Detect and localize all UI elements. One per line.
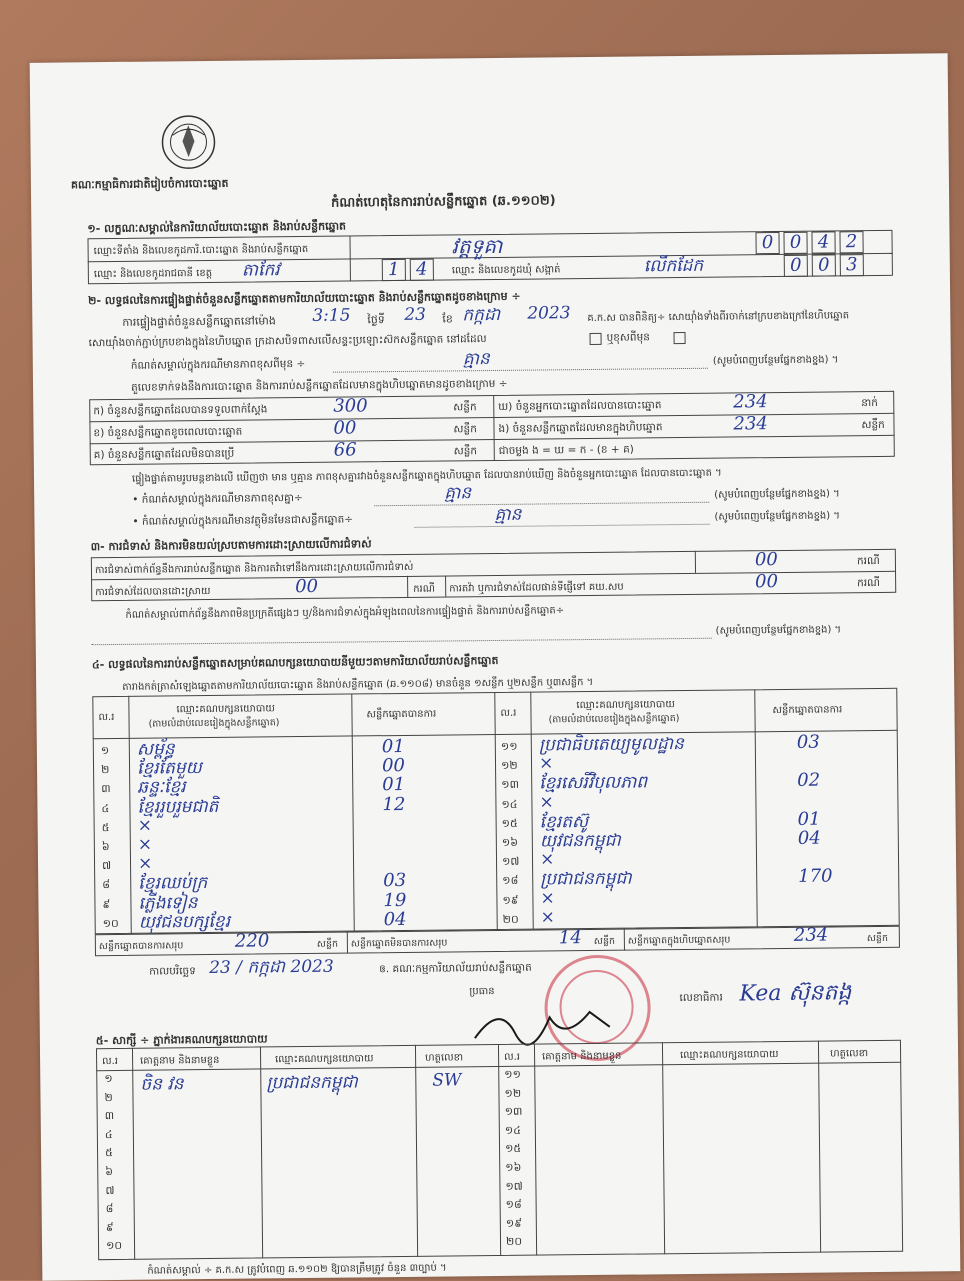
total-valid-value: 220 (234, 930, 270, 952)
section4-heading: ៤- លទ្ធផលនៃការរាប់សន្លឹកឆ្នោតសម្រាប់គណបក្សនយោបាយនីមួយៗតាមការិយាល័យរាប់សន្លឹកឆ្នោត (91, 653, 499, 672)
party-name: × (540, 907, 555, 928)
seal-text: សោយ៉ាំងចាក់ភ្ជាប់ក្របខាងក្នុងនៃហិបឆ្នោត ក្រដាសបិទពាសលើសន្ទះប្រឡោះស៊កសន្លឹកឆ្នោត នៅដដែល (88, 333, 487, 350)
day-label: ថ្ងៃទី (367, 313, 385, 327)
check-month: កក្កដា (462, 304, 501, 326)
party-name: ខ្មែរតស៊ូ (539, 811, 589, 833)
row-number: ២ (104, 1090, 113, 1104)
row-number: ១៩ (502, 893, 519, 907)
unit: ករណី (413, 583, 435, 595)
col-no: ល.រ (98, 711, 115, 724)
code-digit: 2 (839, 231, 863, 253)
sign-org: ឲ. គណៈកម្មការិយាល័យរាប់សន្លឹកឆ្នោត (379, 961, 532, 976)
unit: សន្លឹក (453, 401, 477, 414)
total-box-label: សន្លឹកឆ្នោតក្នុងហិបឆ្នោតសរុប (627, 934, 731, 947)
party-name: × (137, 815, 152, 836)
province-value: តាកែវ (241, 260, 280, 281)
commune-label: ឈ្មោះ និងលេខកូដឃុំ សង្កាត់ (451, 264, 561, 277)
total-valid-label: សន្លឹកឆ្នោតបានការសរុប (98, 940, 184, 953)
location-value: វត្តទួគា (451, 233, 503, 259)
party-name: ខ្មែរសេរីវិបុលភាព (539, 772, 648, 794)
party-name: × (540, 887, 555, 909)
col-party-sub: (តាមលំដាប់លេខរៀងក្នុងសន្លឹកឆ្នោត) (548, 713, 680, 726)
row-number: ៧ (101, 859, 112, 873)
party-votes: 04 (797, 827, 821, 849)
emblem-icon (158, 113, 219, 172)
col-no: ល.រ (500, 707, 517, 719)
party-name: × (539, 791, 554, 813)
diff-note-value: គ្មាន (462, 349, 490, 370)
date-label: កាលបរិច្ឆេទ (149, 965, 196, 978)
party-votes: 12 (382, 793, 406, 815)
voters-value: 234 (733, 391, 768, 413)
fill-note: (សូមបំពេញបន្ថែមផ្នែកខាងខ្នង) ។ (714, 488, 840, 501)
chair-signature (469, 997, 620, 1049)
col-party: ឈ្មោះគណបក្សនយោបាយ (275, 1053, 374, 1066)
party-name: × (539, 849, 555, 870)
col-no: ល.រ (102, 1055, 119, 1068)
section5-heading: ៥- សាក្សី ÷ ភ្នាក់ងារគណបក្សនយោបាយ (95, 1032, 268, 1048)
spoiled-label: ខ) ចំនួនសន្លឹកឆ្នោតខូចពេលបោះឆ្នោត (93, 425, 243, 440)
col-votes: សន្លឹកឆ្នោតបានការ (366, 708, 437, 721)
commune-code-digit: 0 (812, 254, 836, 276)
party-votes: 01 (382, 774, 406, 796)
row-number: ១៨ (505, 1197, 522, 1212)
total-invalid-label: សន្លឹកឆ្នោតមិនបានការសរុប (350, 937, 448, 950)
col-party: ឈ្មោះគណបក្សនយោបាយ (576, 699, 675, 712)
objection-value: 00 (754, 549, 778, 571)
row-number: ៥ (104, 1146, 113, 1160)
code-digit: 0 (783, 232, 807, 254)
month-label: ខែ (442, 312, 453, 326)
row-number: ១០ (105, 1239, 123, 1253)
party-name: × (137, 853, 153, 874)
row-number: ៤ (101, 801, 110, 815)
row-number: ១២ (500, 758, 518, 773)
total-invalid-value: 14 (558, 927, 582, 949)
row-number: ៦ (101, 840, 110, 854)
row-number: ៩ (105, 1220, 114, 1234)
forwarded-label: ការតវ៉ា ឬការជំទាស់ដែលផាន់ទីផ្ញើទៅ គឃ.សប (449, 581, 624, 595)
row-number: ១១ (500, 739, 518, 753)
check-time-label: ការផ្ទៀងផ្ទាត់ចំនួនសន្លឹកឆ្នោតនៅម៉ោង (122, 314, 276, 329)
fill-note: (សូមបំពេញបន្ថែមផ្នែកខាងខ្នង) ។ (712, 354, 839, 367)
row-number: ១៤ (501, 797, 518, 811)
check-line: ផ្ទៀងផ្ទាត់តាមរូបមន្តខាងលើ ឃើញថា មាន ឬគ្មាន ភាពខុសគ្នារវាងចំនួនសន្លឹកឆ្នោតក្នុងហិបឆ្នោត ដែលបានរាប់ឃើញ និងចំនួនអ្នកបោះឆ្នោត ដែលបានបោះឆ្នោត ។ (131, 467, 722, 485)
note2-label: • កំណត់សម្គាល់ក្នុងករណីមានវត្ថុមិនមែនជាសន្លឹកឆ្នោត÷ (132, 513, 354, 528)
check-time: 3:15 (312, 305, 351, 326)
received-value: 300 (333, 395, 368, 417)
row-number: ១៥ (501, 816, 518, 830)
party-votes: 01 (381, 735, 405, 758)
party-votes: 03 (796, 731, 820, 753)
party-name: ភ្លើងទៀន (138, 892, 198, 914)
date-value: 23 / កក្កដា 2023 (209, 956, 334, 979)
party-name: ប្រជាធិបតេយ្យមូលដ្ឋាន (538, 734, 684, 756)
col-name: គោត្តនាម និងនាមខ្លួន (140, 1054, 220, 1067)
party-name: × (137, 834, 153, 855)
row-number: ១៩ (505, 1216, 523, 1230)
party-votes: 00 (381, 755, 406, 777)
ballots-in-box-value: 234 (733, 413, 768, 435)
party-name: ខ្មែរតែមួយ (136, 758, 202, 779)
province-label: ឈ្មោះ និងលេខកូដរាជធានី ខេត្ត (93, 267, 213, 281)
row-number: ១២ (504, 1086, 522, 1100)
different-checkbox[interactable] (674, 332, 686, 344)
row-number: ១១ (504, 1067, 521, 1081)
unused-value: 66 (333, 439, 357, 461)
row-number: ៨ (102, 878, 111, 892)
election-form-paper (30, 53, 961, 1281)
col-no: ល.រ (504, 1051, 521, 1063)
party-name: យុវជនកម្ពុជា (539, 830, 621, 852)
row-number: ៦ (105, 1165, 114, 1179)
party-name: × (538, 753, 554, 774)
row-number: ១ (104, 1072, 113, 1086)
note1-value: គ្មាន (444, 483, 472, 504)
commune-code-digit: 3 (840, 254, 864, 276)
chair-label: ប្រធាន (469, 986, 495, 998)
col-sign: ហត្ថលេខា (425, 1052, 464, 1064)
col-votes: សន្លឹកឆ្នោតបានការ (772, 704, 843, 717)
unit: សន្លឹក (316, 938, 339, 950)
total-box-value: 234 (793, 924, 829, 946)
same-checkbox[interactable] (590, 333, 602, 345)
row-number: ២០ (505, 1235, 523, 1249)
section2-heading: ២- លទ្ធផលនៃការផ្ទៀងផ្ទាត់ចំនួនសន្លឹកឆ្នោតតាមការិយាល័យបោះឆ្នោត និងរាប់សន្លឹកឆ្នោតដូចខាងក្រោម ÷ (88, 289, 521, 308)
row-number: ៤ (104, 1127, 113, 1141)
row-number: ៩ (102, 897, 111, 911)
commune-code-digit: 0 (784, 255, 808, 277)
irregularity-note: កំណត់សម្គាល់ពាក់ព័ន្ធនឹងភាពមិនប្រក្រតីផ្សេងៗ ឬ/និងការជំទាស់ក្នុងអំឡុងពេលនៃការផ្ទៀងផ្ទាត់ និងការរាប់សន្លឹកឆ្នោត÷ (125, 605, 565, 621)
secretary-signature: Kea ស៊ុនតង្ក (739, 980, 852, 1007)
note2-value: គ្មាន (494, 504, 522, 525)
unit: សន្លឹក (453, 445, 478, 458)
received-label: ក) ចំនួនសន្លឹកឆ្នោតដែលបានទទួលពាក់ស្ដែង (93, 403, 268, 418)
different-label: ឬខុសពីមុន (606, 331, 650, 344)
section1-heading: ១- លក្ខណៈសម្គាល់នៃការិយាល័យបោះឆ្នោត និងរាប់សន្លឹកឆ្នោត (87, 219, 347, 236)
unit: ករណី (856, 554, 880, 568)
party-votes: 170 (798, 865, 833, 888)
party-votes: 01 (797, 808, 821, 830)
col-name: គោត្តនាម និងនាមខ្លួន (542, 1050, 622, 1063)
province-code-digit: 1 (382, 259, 406, 281)
spoiled-value: 00 (333, 417, 357, 439)
unit: នាក់ (861, 396, 878, 410)
resolved-value: 00 (295, 575, 319, 598)
resolved-label: ការជំទាស់ដែលបានដោះស្រាយ (95, 585, 211, 599)
section3-heading: ៣- ការជំទាស់ និងការមិនយល់ស្របតាមការដោះស្រាយលើការជំទាស់ (90, 537, 372, 554)
party-votes: 04 (383, 908, 407, 930)
row-number: ៣ (104, 1109, 115, 1123)
row-number: ១៣ (504, 1104, 523, 1119)
check-year: 2023 (527, 303, 571, 324)
party-name: យុវជនបក្សខ្មែរ (138, 911, 231, 933)
unit: ករណី (857, 576, 881, 590)
row-number: ៧ (105, 1183, 115, 1197)
col-sign: ហត្ថលេខា (830, 1048, 869, 1060)
footnote: កំណត់សម្គាល់ ÷ គ.ក.ស ត្រូវបំពេញ ឆ.១១០២ ឱ្យបានត្រឹមត្រូវ ចំនួន ៣ច្បាប់ ។ (147, 1262, 447, 1277)
row-number: ១៦ (501, 835, 519, 849)
note1-label: • កំណត់សម្គាល់ក្នុងករណីមានភាពខុសគ្នា÷ (132, 492, 303, 506)
form-title: កំណត់ហេតុនៃការរាប់សន្លឹកឆ្នោត (ឆ.១១០២) (331, 193, 556, 211)
row-number: ១៧ (505, 1179, 523, 1193)
party-name: ខ្មែររួបរួមជាតិ (137, 796, 219, 818)
row-number: ៥ (101, 820, 110, 834)
secretary-label: លេខាធិការ (679, 991, 723, 1005)
check-text: គ.ក.ស បានពិនិត្យ÷ សោយ៉ាំងទាំងពីរចាក់នៅក្របខាងក្រៅនៃហិបឆ្នោត (587, 310, 850, 325)
unit: សន្លឹក (861, 418, 885, 432)
row-number: ១៧ (501, 854, 520, 869)
row-number: ១០ (102, 916, 119, 930)
witness1-signature: SW (432, 1070, 462, 1091)
col-party: ឈ្មោះគណបក្សនយោបាយ (176, 703, 275, 716)
formula: ជាចម្លង ង = ឃ = ក - (ខ + គ) (498, 443, 634, 457)
row-number: ២ (100, 763, 110, 777)
unit: សន្លឹក (453, 423, 477, 436)
fill-note: (សូមបំពេញបន្ថែមផ្នែកខាងខ្នង) ។ (715, 624, 842, 637)
party-name: ខ្មែរឈប់ក្រ (138, 873, 208, 895)
row-number: ៣ (101, 782, 111, 796)
ballots-in-box-label: ង) ចំនួនសន្លឹកឆ្នោតដែលមានក្នុងហិបឆ្នោត (498, 421, 663, 435)
party-votes: 03 (383, 870, 407, 892)
province-code-digit: 4 (410, 259, 434, 281)
objection-label: ការជំទាស់ពាក់ព័ន្ធនឹងការរាប់សន្លឹកឆ្នោត និងការតវ៉ាទៅនឹងការដោះស្រាយលើការជំទាស់ (94, 561, 414, 577)
forwarded-value: 00 (755, 571, 779, 593)
location-label: ឈ្មោះទីតាំង និងលេខកូដការិ.បោះឆ្នោត និងរាប់សន្លឹកឆ្នោត (93, 243, 309, 258)
row-number: ១៥ (504, 1142, 522, 1156)
voters-label: ឃ) ចំនួនអ្នកបោះឆ្នោតដែលបានបោះឆ្នោត (498, 399, 662, 413)
row-number: ២០ (502, 912, 519, 926)
row-number: ៨ (105, 1202, 114, 1216)
tally-sheet-note: តារាងកត់ត្រាសំឡេងឆ្នោតតាមការិយាល័យបោះឆ្នោត និងរាប់សន្លឹកឆ្នោត (ឆ.១១០៨) មានចំនួន ១សន្លឹក ឬ២សន្លឹក ឬ៣សន្លឹក ។ (122, 676, 594, 693)
commune-value: លើកដែក (643, 255, 704, 277)
col-party-sub: (តាមលំដាប់លេខរៀងក្នុងសន្លឹកឆ្នោត) (148, 717, 280, 730)
unit: សន្លឹក (866, 932, 889, 945)
row-number: ១ (100, 744, 110, 758)
row-number: ១៤ (504, 1123, 522, 1137)
party-votes: 02 (797, 769, 821, 792)
row-number: ១៦ (505, 1160, 522, 1174)
witness1-name: ចិន វន (140, 1074, 184, 1095)
check-day: 23 (404, 304, 427, 325)
party-name: សម្ព័ន្ធ (136, 739, 175, 760)
party-name: ប្រជាជនកម្ពុជា (540, 868, 632, 890)
party-votes: 19 (383, 889, 407, 911)
party-name: ឆន្ទៈខ្មែរ (137, 777, 186, 799)
org-name: គណៈកម្មាធិការជាតិរៀបចំការបោះឆ្នោត (70, 176, 229, 192)
unit: សន្លឹក (593, 935, 616, 947)
diff-note-label: កំណត់សម្គាល់ក្នុងករណីមានភាពខុសពីមុន ÷ (130, 357, 306, 372)
witness1-party: ប្រជាជនកម្ពុជា (266, 1072, 358, 1094)
code-digit: 4 (811, 231, 835, 253)
row-number: ១៨ (502, 874, 519, 888)
code-digit: 0 (755, 232, 779, 254)
col-party: ឈ្មោះគណបក្សនយោបាយ (680, 1049, 779, 1062)
row-number: ១៣ (501, 778, 520, 792)
unused-label: គ) ចំនួនសន្លឹកឆ្នោតដែលមិនបានប្រើ (93, 447, 235, 462)
figures-intro: តួលេខទាក់ទងនឹងការបោះឆ្នោត និងការរាប់សន្លឹកឆ្នោតដែលមានក្នុងហិបឆ្នោតមានដូចខាងក្រោម ÷ (130, 377, 508, 394)
fill-note: (សូមបំពេញបន្ថែមផ្នែកខាងខ្នង) ។ (714, 510, 840, 523)
